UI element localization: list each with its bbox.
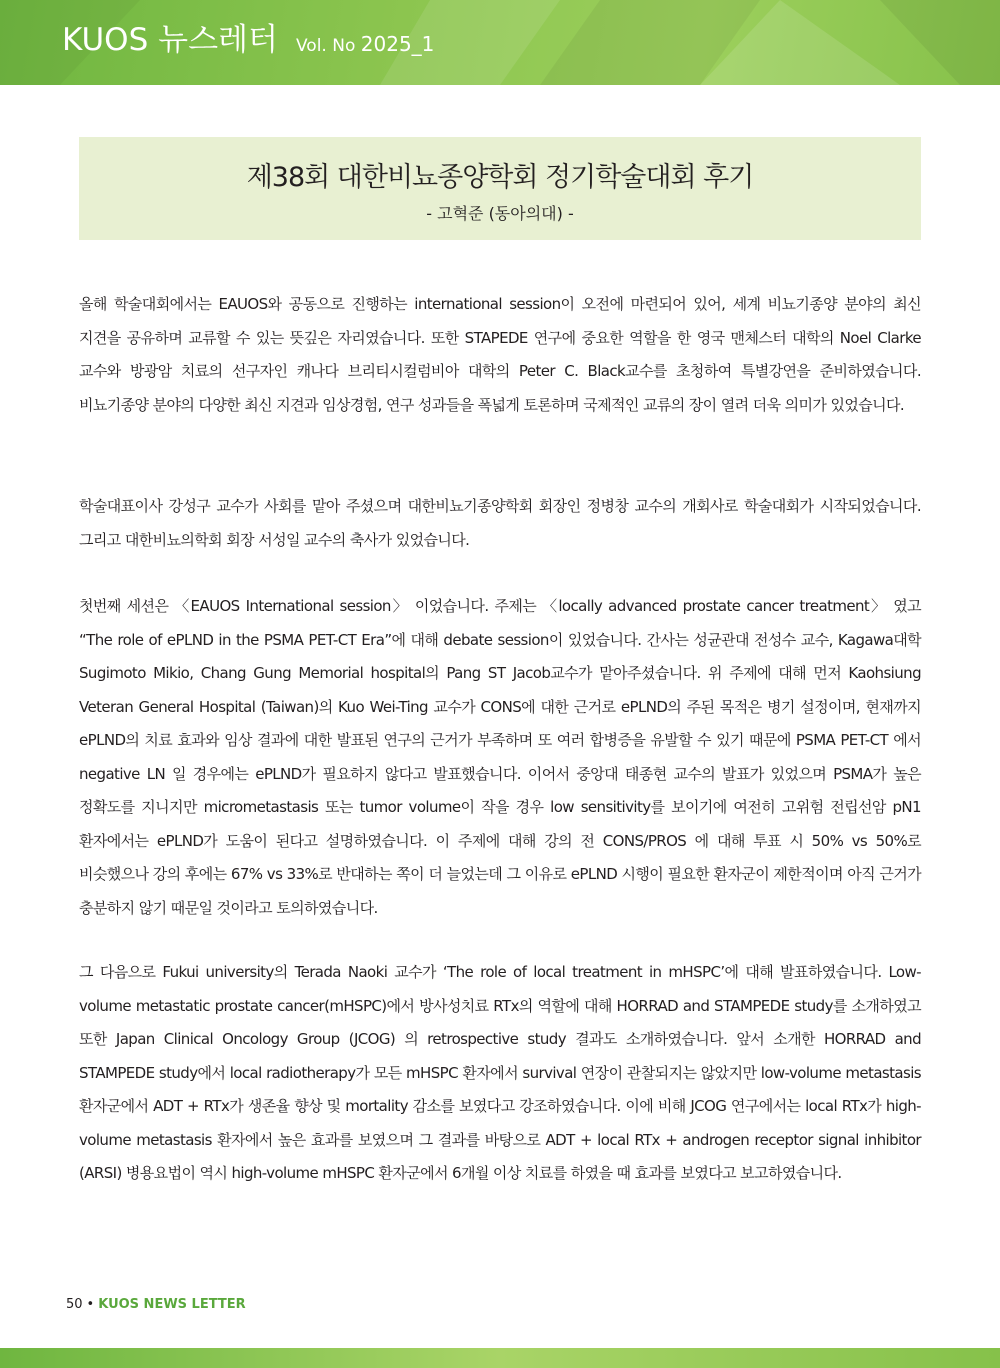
paragraph-4: 그 다음으로 Fukui university의 Terada Naoki 교수가 ‘The role of local treatment in mHSPC’에 대해 발표하였습니다. Low-volume metastatic prostate cancer(mHSPC)에서 방사성치료 RTx의 역할에 대해 HORRAD and STAMPEDE study를 소개하였고 또한 Japan Clinical Oncology Group (JCOG) 의 retrospective study 결과도 소개하였습니다. 앞서 소개한 HORRAD and STAMPEDE study에서 local radiotherapy가 모든 mHSPC 환자에서 survival 연장이 관찰되지는 않았지만 low-volume metastasis 환자군에서 ADT + RTx가 생존율 향상 및 mortality 감소를 보였다고 강조하였습니다. 이에 비해 JCOG 연구에서는 local RTx가 high-volume metastasis 환자에서 높은 효과를 보였으며 그 결과를 바탕으로 ADT + local RTx + androgen receptor signal inhibitor (ARSI) 병용요법이 역시 high-volume mHSPC 환자군에서 6개월 이상 치료를 하였을 때 효과를 보였다고 보고하였습니다. (79, 963, 921, 1182)
paragraph-3: 첫번째 세션은 〈EAUOS International session〉 이었습니다. 주제는 〈locally advanced prostate cancer treatment〉 였고 “The role of ePLND in the PSMA PET-CT Era”에 대해 debate session이 있었습니다. 간사는 성균관대 전성수 교수, Kagawa대학 Sugimoto Mikio, Chang Gung Memorial hospital의 Pang ST Jacob교수가 맡아주셨습니다. 위 주제에 대해 먼저 Kaohsiung Veteran General Hospital (Taiwan)의 Kuo Wei-Ting 교수가 CONS에 대한 근거로 ePLND의 주된 목적은 병기 설정이며, 현재까지 ePLND의 치료 효과와 임상 결과에 대한 발표된 연구의 근거가 부족하며 또 여러 합병증을 유발할 수 있기 때문에 PSMA PET-CT 에서 negative LN 일 경우에는 ePLND가 필요하지 않다고 발표했습니다. 이어서 중앙대 태종현 교수의 발표가 있었으며 PSMA가 높은 정확도를 지니지만 micrometastasis 또는 tumor volume이 작을 경우 low sensitivity를 보이기에 여전히 고위험 전립선암 pN1 환자에서는 ePLND가 도움이 된다고 설명하였습니다. 이 주제에 대해 강의 전 CONS/PROS 에 대해 투표 시 50% vs 50%로 비슷했으나 강의 후에는 67% vs 33%로 반대하는 쪽이 더 늘었는데 그 이유로 ePLND 시행이 필요한 환자군이 제한적이며 아직 근거가 충분하지 않기 때문일 것이라고 토의하였습니다. (79, 597, 921, 917)
article-title: 제38회 대한비뇨종양학회 정기학술대회 후기 (246, 162, 754, 193)
footer-bullet: • (86, 1297, 95, 1312)
page-footer (66, 1297, 246, 1312)
publication-name: KUOS NEWS LETTER (98, 1297, 246, 1312)
volume-label (296, 32, 434, 56)
volume-number: 2025_1 (360, 32, 435, 56)
newsletter-title: KUOS 뉴스레터 (62, 22, 278, 58)
bottom-banner (0, 1348, 1000, 1368)
article-title-box (79, 137, 921, 240)
article-author: - 고혁준 (동아의대) - (426, 204, 574, 223)
page-number: 50 (66, 1297, 83, 1312)
header-banner (0, 0, 1000, 85)
paragraph-2: 학술대표이사 강성구 교수가 사회를 맡아 주셨으며 대한비뇨기종양학회 회장인 정병창 교수의 개회사로 학술대회가 시작되었습니다. 그리고 대한비뇨의학회 회장 서성일 교수의 축사가 있었습니다. (79, 497, 921, 549)
paragraph-1: 올해 학술대회에서는 EAUOS와 공동으로 진행하는 international session이 오전에 마련되어 있어, 세계 비뇨기종양 분야의 최신 지견을 공유하며 교류할 수 있는 뜻깊은 자리였습니다. 또한 STAPEDE 연구에 중요한 역할을 한 영국 맨체스터 대학의 Noel Clarke 교수와 방광암 치료의 선구자인 캐나다 브리티시컬럼비아 대학의 Peter C. Black교수를 초청하여 특별강연을 준비하였습니다. 비뇨기종양 분야의 다양한 최신 지견과 임상경험, 연구 성과들을 폭넓게 토론하며 국제적인 교류의 장이 열려 더욱 의미가 있었습니다. (79, 295, 921, 414)
volume-prefix: Vol. No (296, 36, 356, 56)
